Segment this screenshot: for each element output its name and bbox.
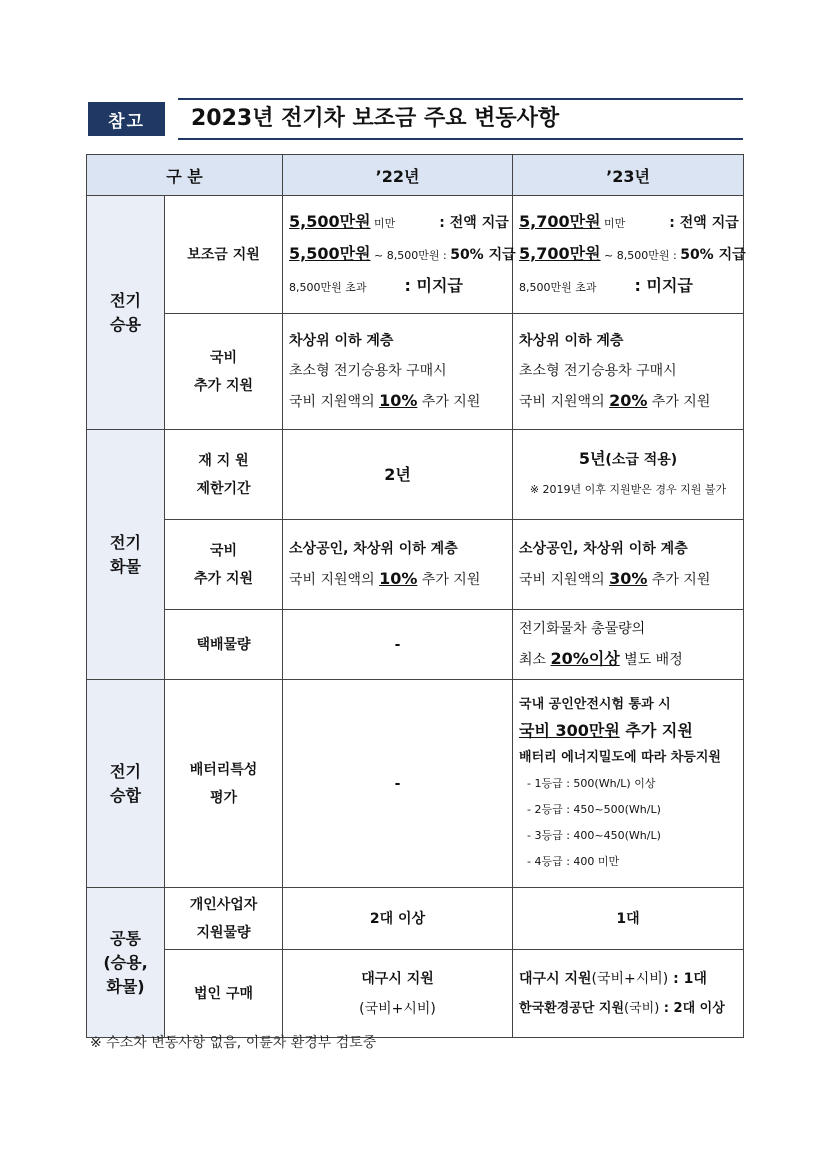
group-freight (87, 430, 165, 680)
group-passenger (87, 196, 165, 430)
extra-prefix: 국비 지원액의 (519, 394, 610, 410)
row-label-line: 제한기간 (196, 480, 251, 497)
row-label-line: 재 지 원 (198, 452, 249, 469)
extra-suffix: 추가 지원 (417, 572, 481, 588)
row-label-individual (165, 888, 283, 950)
price-range: 8,500만원 초과 (289, 280, 367, 294)
header-category: 구 분 (87, 155, 283, 196)
subsidy-rate: : 미지급 (404, 275, 463, 295)
freight-extra-2023 (513, 520, 744, 610)
table-row (87, 196, 744, 314)
extra-rate: 30% (609, 569, 648, 588)
corporate-2023 (513, 950, 744, 1038)
corporate-funding: (국비+시비) (359, 1000, 436, 1017)
individual-2022: 2대 이상 (283, 888, 513, 950)
grade-item: - 1등급 : 500(Wh/L) 이상 (527, 777, 656, 790)
group-van-label: 전기 승합 (110, 761, 141, 805)
row-label-delivery: 택배물량 (165, 610, 283, 680)
row-label-line: 배터리특성 (189, 761, 258, 778)
delivery-prefix: 최소 (519, 652, 551, 668)
row-label-line: 추가 지원 (194, 377, 253, 394)
corporate-funding: (국비) (624, 1000, 660, 1016)
eligibility-text: 소상공인, 차상위 이하 계층 (519, 541, 688, 557)
row-label-line: 국비 (209, 542, 238, 559)
grade-item: - 3등급 : 400~450(Wh/L) (527, 829, 661, 842)
corporate-support: 대구시 지원 (519, 970, 592, 987)
group-freight-label: 전기 화물 (110, 532, 141, 576)
price-qualifier: 미만 (600, 216, 626, 230)
resupport-qualifier: (소급 적용) (605, 452, 678, 468)
eligibility-text: 차상위 이하 계층 (289, 333, 394, 349)
row-label-line: 추가 지원 (194, 570, 253, 587)
battery-extra-amount: 국비 300만원 (519, 721, 620, 740)
row-label-freight-extra (165, 520, 283, 610)
page-title: 2023년 전기차 보조금 주요 변동사항 (191, 106, 560, 131)
row-label-resupport (165, 430, 283, 520)
price-range: ~ 8,500만원 : (600, 248, 681, 262)
resupport-2022: 2년 (283, 430, 513, 520)
freight-extra-2022 (283, 520, 513, 610)
extra-suffix: 추가 지원 (647, 572, 711, 588)
price-threshold: 5,500만원 (289, 211, 371, 231)
table-row (87, 888, 744, 950)
row-label-subsidy: 보조금 지원 (165, 196, 283, 314)
group-common-label: 공통 (승용, 화물) (103, 928, 148, 996)
table-row (87, 610, 744, 680)
table-row (87, 520, 744, 610)
eligibility-text: 차상위 이하 계층 (519, 333, 624, 349)
row-label-line: 국비 (209, 349, 238, 366)
grade-item: - 2등급 : 450~500(Wh/L) (527, 803, 661, 816)
price-threshold: 5,500만원 (289, 243, 371, 263)
row-label-line: 개인사업자 (189, 896, 258, 913)
footnote: ※ 수소차 변동사항 없음, 이륜차 환경부 검토중 (90, 1035, 377, 1051)
national-extra-2022 (283, 314, 513, 430)
header-2022: ’22년 (283, 155, 513, 196)
row-label-national-extra (165, 314, 283, 430)
row-label-line: 평가 (209, 789, 238, 806)
title-rule-top (178, 98, 743, 100)
table-row (87, 430, 744, 520)
row-label-line: 지원물량 (196, 924, 251, 941)
grade-item: - 4등급 : 400 미만 (527, 855, 620, 868)
row-label-battery (165, 680, 283, 888)
extra-rate: 10% (379, 569, 418, 588)
corporate-quota: : 1대 (668, 970, 707, 987)
subsidy-rate: : 전액 지급 (669, 214, 739, 231)
price-range: 8,500만원 초과 (519, 280, 597, 294)
subsidy-2023 (513, 196, 744, 314)
delivery-2023 (513, 610, 744, 680)
row-label-corporate: 법인 구매 (165, 950, 283, 1038)
group-passenger-label: 전기 승용 (110, 290, 141, 334)
subsidy-rate: 50% 지급 (450, 246, 516, 263)
resupport-2023 (513, 430, 744, 520)
resupport-period: 5년 (578, 449, 606, 468)
table-header-row (87, 155, 744, 196)
corporate-support: 대구시 지원 (361, 970, 434, 987)
subsidy-2022 (283, 196, 516, 314)
price-threshold: 5,700만원 (519, 211, 601, 231)
group-van (87, 680, 165, 888)
safety-test-text: 국내 공인안전시험 통과 시 (519, 697, 671, 712)
subsidy-rate: 50% 지급 (680, 246, 746, 263)
national-extra-2023 (513, 314, 744, 430)
extra-rate: 20% (609, 391, 648, 410)
price-range: ~ 8,500만원 : (370, 248, 451, 262)
battery-2023 (513, 680, 744, 888)
group-common (87, 888, 165, 1038)
table-row (87, 680, 744, 888)
condition-text: 초소형 전기승용차 구매시 (289, 363, 447, 379)
delivery-text: 전기화물차 총물량의 (519, 621, 646, 637)
delivery-2022: - (283, 610, 513, 680)
price-qualifier: 미만 (370, 216, 396, 230)
extra-prefix: 국비 지원액의 (289, 572, 380, 588)
corporate-2022 (283, 950, 513, 1038)
subsidy-rate: : 전액 지급 (439, 214, 509, 231)
corporate-support: 한국환경공단 지원 (519, 1000, 625, 1016)
subsidy-rate: : 미지급 (634, 275, 693, 295)
delivery-rate: 20%이상 (550, 649, 620, 668)
price-threshold: 5,700만원 (519, 243, 601, 263)
energy-density-text: 배터리 에너지밀도에 따라 차등지원 (519, 750, 721, 765)
extra-prefix: 국비 지원액의 (289, 394, 380, 410)
header-2023: ’23년 (513, 155, 744, 196)
eligibility-text: 소상공인, 차상위 이하 계층 (289, 541, 458, 557)
battery-extra-suffix: 추가 지원 (619, 721, 693, 740)
table-row (87, 314, 744, 430)
reference-label: 참고 (88, 102, 165, 136)
extra-prefix: 국비 지원액의 (519, 572, 610, 588)
subsidy-changes-table (86, 154, 744, 1038)
extra-suffix: 추가 지원 (417, 394, 481, 410)
title-rule-bottom (178, 138, 743, 140)
corporate-quota: : 2대 이상 (659, 1000, 725, 1016)
resupport-note: ※ 2019년 이후 지원받은 경우 지원 불가 (529, 483, 727, 496)
individual-2023: 1대 (513, 888, 744, 950)
document-header (88, 98, 743, 140)
table-row (87, 950, 744, 1038)
extra-suffix: 추가 지원 (647, 394, 711, 410)
corporate-funding: (국비+시비) (591, 970, 669, 987)
condition-text: 초소형 전기승용차 구매시 (519, 363, 677, 379)
delivery-suffix: 별도 배정 (619, 652, 683, 668)
battery-2022: - (283, 680, 513, 888)
extra-rate: 10% (379, 391, 418, 410)
